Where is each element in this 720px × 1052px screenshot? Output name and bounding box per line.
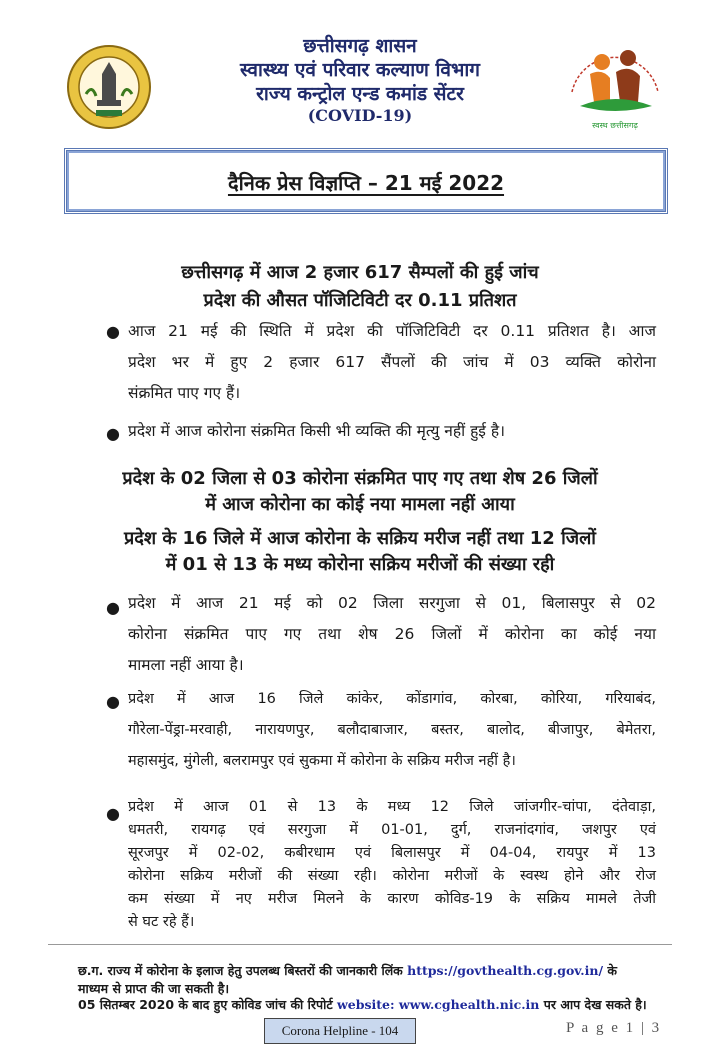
header-covid: (COVID-19) [307,106,413,125]
bullet-icon: ● [106,804,120,823]
bullet1-2-text [128,416,656,447]
text-line: कम संख्या में नए मरीज मिलने के कारण कोविड-19 के सक्रिय मामले तेजी [128,891,656,907]
headline1-line2: प्रदेश की औसत पॉजिटिविटी दर 0.11 प्रतिशत [203,290,517,311]
bullet2-2-text [128,684,656,777]
corona-helpline-box: Corona Helpline - 104 [264,1018,416,1044]
footer-divider [48,944,672,945]
footer-note1-line2: माध्यम से प्राप्त की जा सकती है। [78,981,230,996]
bullet-icon: ● [106,424,120,443]
headline3-line2: में 01 से 13 के मध्य कोरोना सक्रिय मरीजों की संख्या रही [165,554,555,575]
bullet-icon: ● [106,598,120,617]
headline2-line2: में आज कोरोना का कोई नया मामला नहीं आया [205,494,515,515]
govthealth-link[interactable]: https://govthealth.cg.gov.in/ [407,963,604,978]
header-department: स्वास्थ्य एवं परिवार कल्याण विभाग [240,59,480,81]
text-line: आज 21 मई की स्थिति में प्रदेश की पॉजिटिविटी दर 0.11 प्रतिशत है। आज [128,322,656,340]
footer-note-beds [78,962,668,998]
text-line: कोरोना संक्रमित पाए गए तथा शेष 26 जिलों में कोरोना का कोई नया [128,625,656,643]
footer-note2-suffix: पर आप देख सकते है। [543,997,647,1012]
bullet1-1-text [128,316,656,409]
text-line: सूरजपुर में 02-02, कबीरधाम एवं बिलासपुर में 04-04, रायपुर में 13 [128,845,656,861]
text-line: प्रदेश में आज 01 से 13 के मध्य 12 जिले जांजगीर-चांपा, दंतेवाड़ा, [128,799,656,815]
text-line: गौरेला-पेंड्रा-मरवाही, नारायणपुर, बलौदाबाजार, बस्तर, बालोद, बीजापुर, बेमेतरा, [128,722,656,738]
text-line: से घट रहे हैं। [128,914,195,930]
bullet2-1-text [128,588,656,681]
footer-note2-text: 05 सितम्बर 2020 के बाद हुए कोविड जांच की रिपोर्ट [78,997,333,1012]
cghealth-website-link[interactable]: website: www.cghealth.nic.in [337,997,540,1012]
footer-note1-suffix: के [607,963,618,978]
text-line: प्रदेश में आज 16 जिले कांकेर, कोंडागांव, कोरबा, कोरिया, गरियाबंद, [128,691,656,707]
page-number: P a g e 1 | 3 [566,1020,662,1036]
text-line: प्रदेश भर में हुए 2 हजार 617 सैंपलों की जांच में 03 व्यक्ति कोरोना [128,353,656,371]
text-line: प्रदेश में आज कोरोना संक्रमित किसी भी व्यक्ति की मृत्यु नहीं हुई है। [128,422,505,440]
headline2-line1: प्रदेश के 02 जिला से 03 कोरोना संक्रमित पाए गए तथा शेष 26 जिलों [122,468,598,489]
bullet2-3-text [128,796,656,934]
text-line: महासमुंद, मुंगेली, बलरामपुर एवं सुकमा में कोरोना के सक्रिय मरीज नहीं है। [128,753,516,769]
text-line: प्रदेश में आज 21 मई को 02 जिला सरगुजा से 01, बिलासपुर से 02 [128,594,656,612]
text-line: कोरोना सक्रिय मरीजों की संख्या रही। कोरोना मरीजों के स्वस्थ होने और रोज [128,868,656,884]
text-line: मामला नहीं आया है। [128,656,244,674]
headline1-line1: छत्तीसगढ़ में आज 2 हजार 617 सैम्पलों की हुई जांच [181,262,539,283]
title-box [64,148,668,214]
footer-note-report [78,996,678,1013]
bullet-icon: ● [106,692,120,711]
headline3-line1: प्रदेश के 16 जिले में आज कोरोना के सक्रिय मरीज नहीं तथा 12 जिलों [124,528,596,549]
swasth-chhattisgarh-logo [560,32,670,136]
footer-note1-text: छ.ग. राज्य में कोरोना के इलाज हेतु उपलब्ध बिस्तरों की जानकारी लिंक [78,963,403,978]
text-line: संक्रमित पाए गए हैं। [128,384,241,402]
bullet-icon: ● [106,322,120,341]
header-control-center: राज्य कन्ट्रोल एन्ड कमांड सेंटर [256,83,464,105]
header-government: छत्तीसगढ़ शासन [303,35,417,57]
chhattisgarh-emblem-logo [66,44,152,130]
text-line: धमतरी, रायगढ़ एवं सरगुजा में 01-01, दुर्ग, राजनांदगांव, जशपुर एवं [128,822,656,838]
press-release-title: दैनिक प्रेस विज्ञप्ति – 21 मई 2022 [227,171,505,195]
svg-text:स्वस्थ छत्तीसगढ़: स्वस्थ छत्तीसगढ़ [592,121,638,130]
